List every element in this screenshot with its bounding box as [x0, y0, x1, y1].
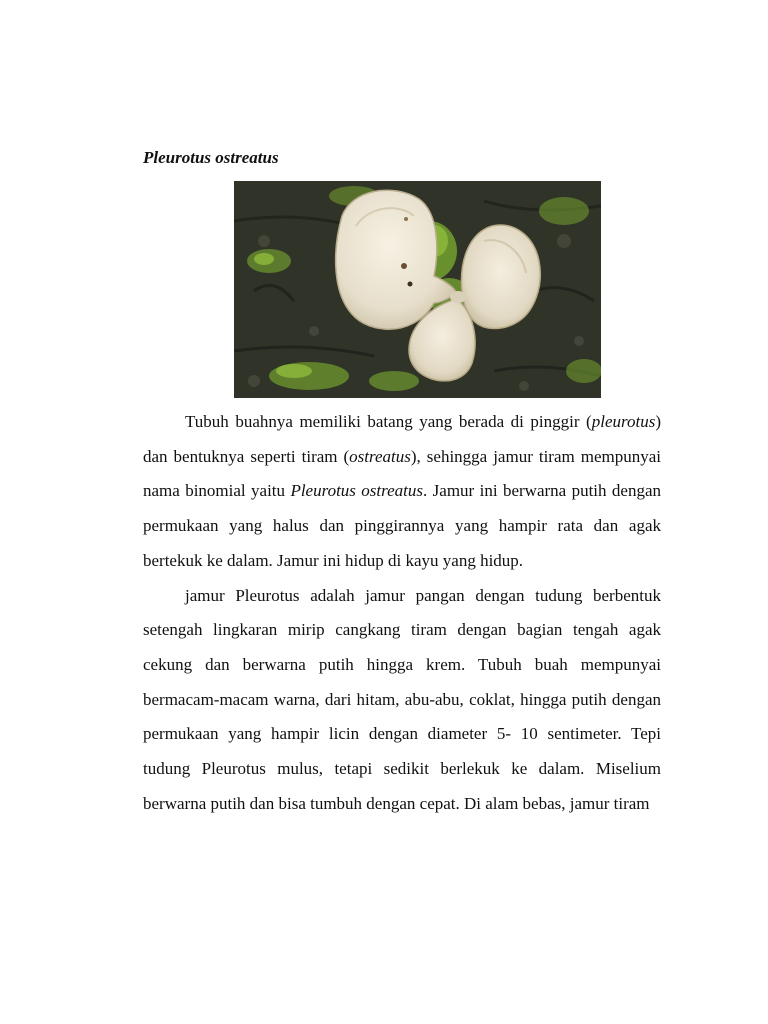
paragraph-1: [143, 405, 661, 579]
text-run: . Jamur ini berwarna putih dengan permukaan yang halus dan pinggirannya yang hampir rata dan agak bertekuk ke dalam. Jamur ini hidup di kayu yang hidup.: [143, 481, 662, 570]
mushroom-photo-drawing: [234, 181, 601, 398]
species-heading: Pleurotus ostreatus: [143, 148, 279, 167]
body-text: [143, 405, 661, 821]
italic-term: pleurotus: [591, 412, 656, 431]
text-run: ) dan bentuknya seperti tiram (: [143, 412, 661, 466]
text-run: Tubuh buahnya memiliki batang yang berada di pinggir (: [185, 412, 592, 431]
mushroom-photo: [234, 181, 601, 398]
italic-term: ostreatus: [349, 446, 411, 466]
text-run: ), sehingga jamur tiram mempunyai nama binomial yaitu: [143, 446, 661, 501]
paragraph-2: [143, 579, 661, 822]
text-run: jamur Pleurotus adalah jamur pangan dengan tudung berbentuk setengah lingkaran mirip cangkang tiram dengan bagian tengah agak cekung dan berwarna putih hingga krem. Tubuh buah mempunyai bermacam-macam warna, dari hitam, abu-abu, coklat, hingga putih dengan permukaan yang hampir licin dengan diameter 5- 10 sentimeter. Tepi tudung Pleurotus mulus, tetapi sedikit berlekuk ke dalam. Miselium berwarna putih dan bisa tumbuh dengan cepat. Di alam bebas, jamur tiram: [143, 585, 661, 813]
italic-term: Pleurotus ostreatus: [290, 481, 424, 501]
